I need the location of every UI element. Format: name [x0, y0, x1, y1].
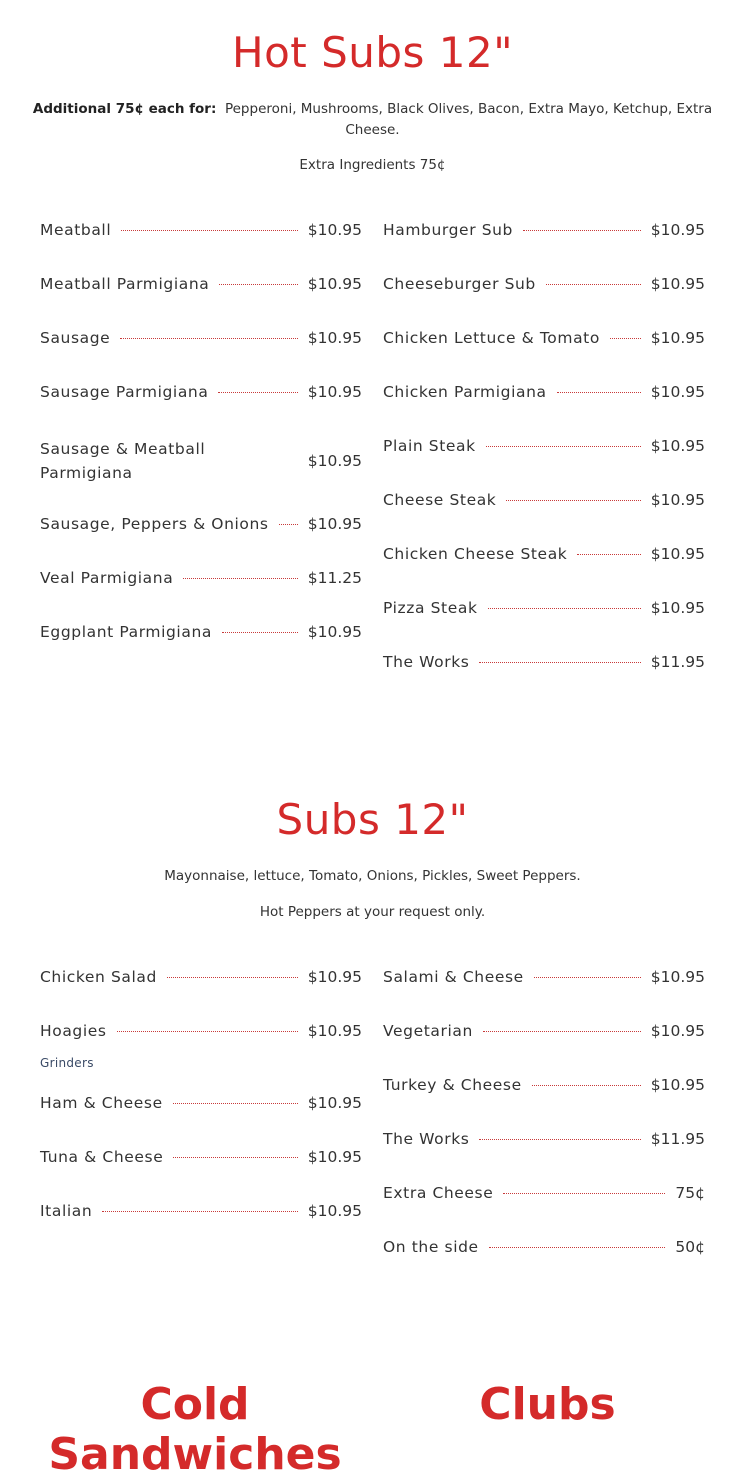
- leader-dots: [121, 230, 298, 231]
- item-price: $10.95: [650, 968, 705, 986]
- leader-dots: [486, 446, 641, 447]
- leader-dots: [479, 1139, 640, 1140]
- menu-item: [383, 1184, 705, 1202]
- menu-item: [40, 275, 362, 293]
- item-price: $10.95: [307, 329, 362, 347]
- leader-dots: [102, 1211, 297, 1212]
- item-name: Veal Parmigiana: [40, 569, 174, 587]
- menu-item: [383, 653, 705, 671]
- leader-dots: [173, 1103, 298, 1104]
- item-price: $11.95: [650, 653, 705, 671]
- item-name: Turkey & Cheese: [383, 1076, 522, 1094]
- cold-sandwiches-title: Cold Sandwiches: [48, 1379, 342, 1480]
- menu-item: [40, 383, 362, 401]
- item-price: $11.95: [650, 1130, 705, 1148]
- leader-dots: [523, 230, 641, 231]
- item-price: $10.95: [307, 1148, 362, 1166]
- leader-dots: [489, 1247, 666, 1248]
- leader-dots: [557, 392, 641, 393]
- clubs-title: Clubs: [479, 1379, 616, 1430]
- item-price: 50¢: [675, 1238, 705, 1256]
- item-price: $10.95: [650, 383, 705, 401]
- item-name: Chicken Salad: [40, 968, 157, 986]
- subs-title: Subs 12": [276, 795, 469, 844]
- menu-item: [383, 275, 705, 293]
- item-price: $10.95: [307, 452, 362, 470]
- leader-dots: [120, 338, 297, 339]
- item-price: $10.95: [650, 329, 705, 347]
- leader-dots: [534, 977, 641, 978]
- item-name: Sausage & Meatball Parmigiana: [40, 440, 206, 482]
- item-name: Chicken Cheese Steak: [383, 545, 568, 563]
- item-price: $10.95: [650, 437, 705, 455]
- item-name: Chicken Lettuce & Tomato: [383, 329, 600, 347]
- item-name: Plain Steak: [383, 437, 476, 455]
- item-price: $10.95: [307, 968, 362, 986]
- menu-item: [40, 1094, 362, 1112]
- item-name: Cheeseburger Sub: [383, 275, 536, 293]
- menu-item: [383, 383, 705, 401]
- item-name: Chicken Parmigiana: [383, 383, 547, 401]
- item-name: Tuna & Cheese: [40, 1148, 164, 1166]
- menu-item: [383, 437, 705, 455]
- menu-item: [383, 1238, 705, 1256]
- item-name: Meatball: [40, 221, 112, 239]
- item-price: $10.95: [307, 623, 362, 641]
- item-name: Sausage, Peppers & Onions: [40, 515, 269, 533]
- menu-item: [40, 221, 362, 239]
- item-price: $10.95: [650, 599, 705, 617]
- item-price: $10.95: [650, 1076, 705, 1094]
- item-price: $10.95: [307, 1202, 362, 1220]
- leader-dots: [167, 977, 298, 978]
- item-price: $10.95: [307, 383, 362, 401]
- leader-dots: [219, 284, 297, 285]
- item-price: $10.95: [650, 545, 705, 563]
- menu-item: [40, 1148, 362, 1166]
- item-name: Sausage Parmigiana: [40, 383, 209, 401]
- leader-dots: [270, 461, 298, 462]
- leader-dots: [183, 578, 297, 579]
- subs-note-toppings: Mayonnaise, lettuce, Tomato, Onions, Pickles, Sweet Peppers.: [164, 868, 581, 884]
- item-price: $10.95: [307, 275, 362, 293]
- subs-note-hot-peppers: Hot Peppers at your request only.: [259, 904, 486, 920]
- additional-items: Pepperoni, Mushrooms, Black Olives, Bacon, Extra Mayo, Ketchup, Extra Cheese.: [224, 101, 713, 138]
- item-price: 75¢: [675, 1184, 705, 1202]
- leader-dots: [506, 500, 640, 501]
- item-name: Extra Cheese: [383, 1184, 494, 1202]
- menu-item: [40, 569, 362, 587]
- item-name: Sausage: [40, 329, 111, 347]
- menu-item: [383, 329, 705, 347]
- item-sub-label: Grinders: [40, 1056, 94, 1070]
- menu-item: [383, 1076, 705, 1094]
- leader-dots: [610, 338, 641, 339]
- leader-dots: [173, 1157, 297, 1158]
- hot-subs-extra-ingredients: Extra Ingredients 75¢: [299, 157, 446, 173]
- item-price: $10.95: [307, 515, 362, 533]
- menu-item: [383, 1130, 705, 1148]
- leader-dots: [488, 608, 641, 609]
- menu-item: [40, 1202, 362, 1220]
- hot-subs-additional-note: [30, 99, 715, 141]
- leader-dots: [577, 554, 640, 555]
- item-price: $11.25: [307, 569, 362, 587]
- item-price: $10.95: [650, 1022, 705, 1040]
- menu-item: [40, 1022, 362, 1040]
- menu-item: [383, 599, 705, 617]
- item-price: $10.95: [650, 221, 705, 239]
- menu-item: [40, 515, 362, 533]
- menu-item: [40, 329, 362, 347]
- leader-dots: [479, 662, 640, 663]
- leader-dots: [279, 524, 298, 525]
- menu-item: [40, 437, 362, 485]
- item-name: Hoagies: [40, 1022, 107, 1040]
- item-name: Hamburger Sub: [383, 221, 513, 239]
- menu-item: [383, 1022, 705, 1040]
- menu-item: [383, 968, 705, 986]
- menu-item: [40, 968, 362, 986]
- item-name: Ham & Cheese: [40, 1094, 163, 1112]
- additional-label: Additional 75¢ each for:: [32, 101, 217, 117]
- item-name: Meatball Parmigiana: [40, 275, 210, 293]
- item-price: $10.95: [307, 1022, 362, 1040]
- item-name: On the side: [383, 1238, 479, 1256]
- item-name: The Works: [383, 1130, 470, 1148]
- item-name: Italian: [40, 1202, 93, 1220]
- leader-dots: [117, 1031, 298, 1032]
- menu-item: [40, 623, 362, 641]
- item-name: Pizza Steak: [383, 599, 478, 617]
- leader-dots: [546, 284, 641, 285]
- item-name: The Works: [383, 653, 470, 671]
- menu-item: [383, 491, 705, 509]
- item-name: Cheese Steak: [383, 491, 497, 509]
- item-price: $10.95: [650, 275, 705, 293]
- item-price: $10.95: [307, 221, 362, 239]
- menu-item: [383, 545, 705, 563]
- leader-dots: [503, 1193, 665, 1194]
- item-price: $10.95: [650, 491, 705, 509]
- leader-dots: [483, 1031, 641, 1032]
- item-price: $10.95: [307, 1094, 362, 1112]
- item-name: Vegetarian: [383, 1022, 473, 1040]
- menu-item: [383, 221, 705, 239]
- leader-dots: [222, 632, 298, 633]
- item-name: Eggplant Parmigiana: [40, 623, 212, 641]
- item-name: Salami & Cheese: [383, 968, 524, 986]
- leader-dots: [532, 1085, 641, 1086]
- hot-subs-title: Hot Subs 12": [231, 28, 514, 77]
- leader-dots: [218, 392, 297, 393]
